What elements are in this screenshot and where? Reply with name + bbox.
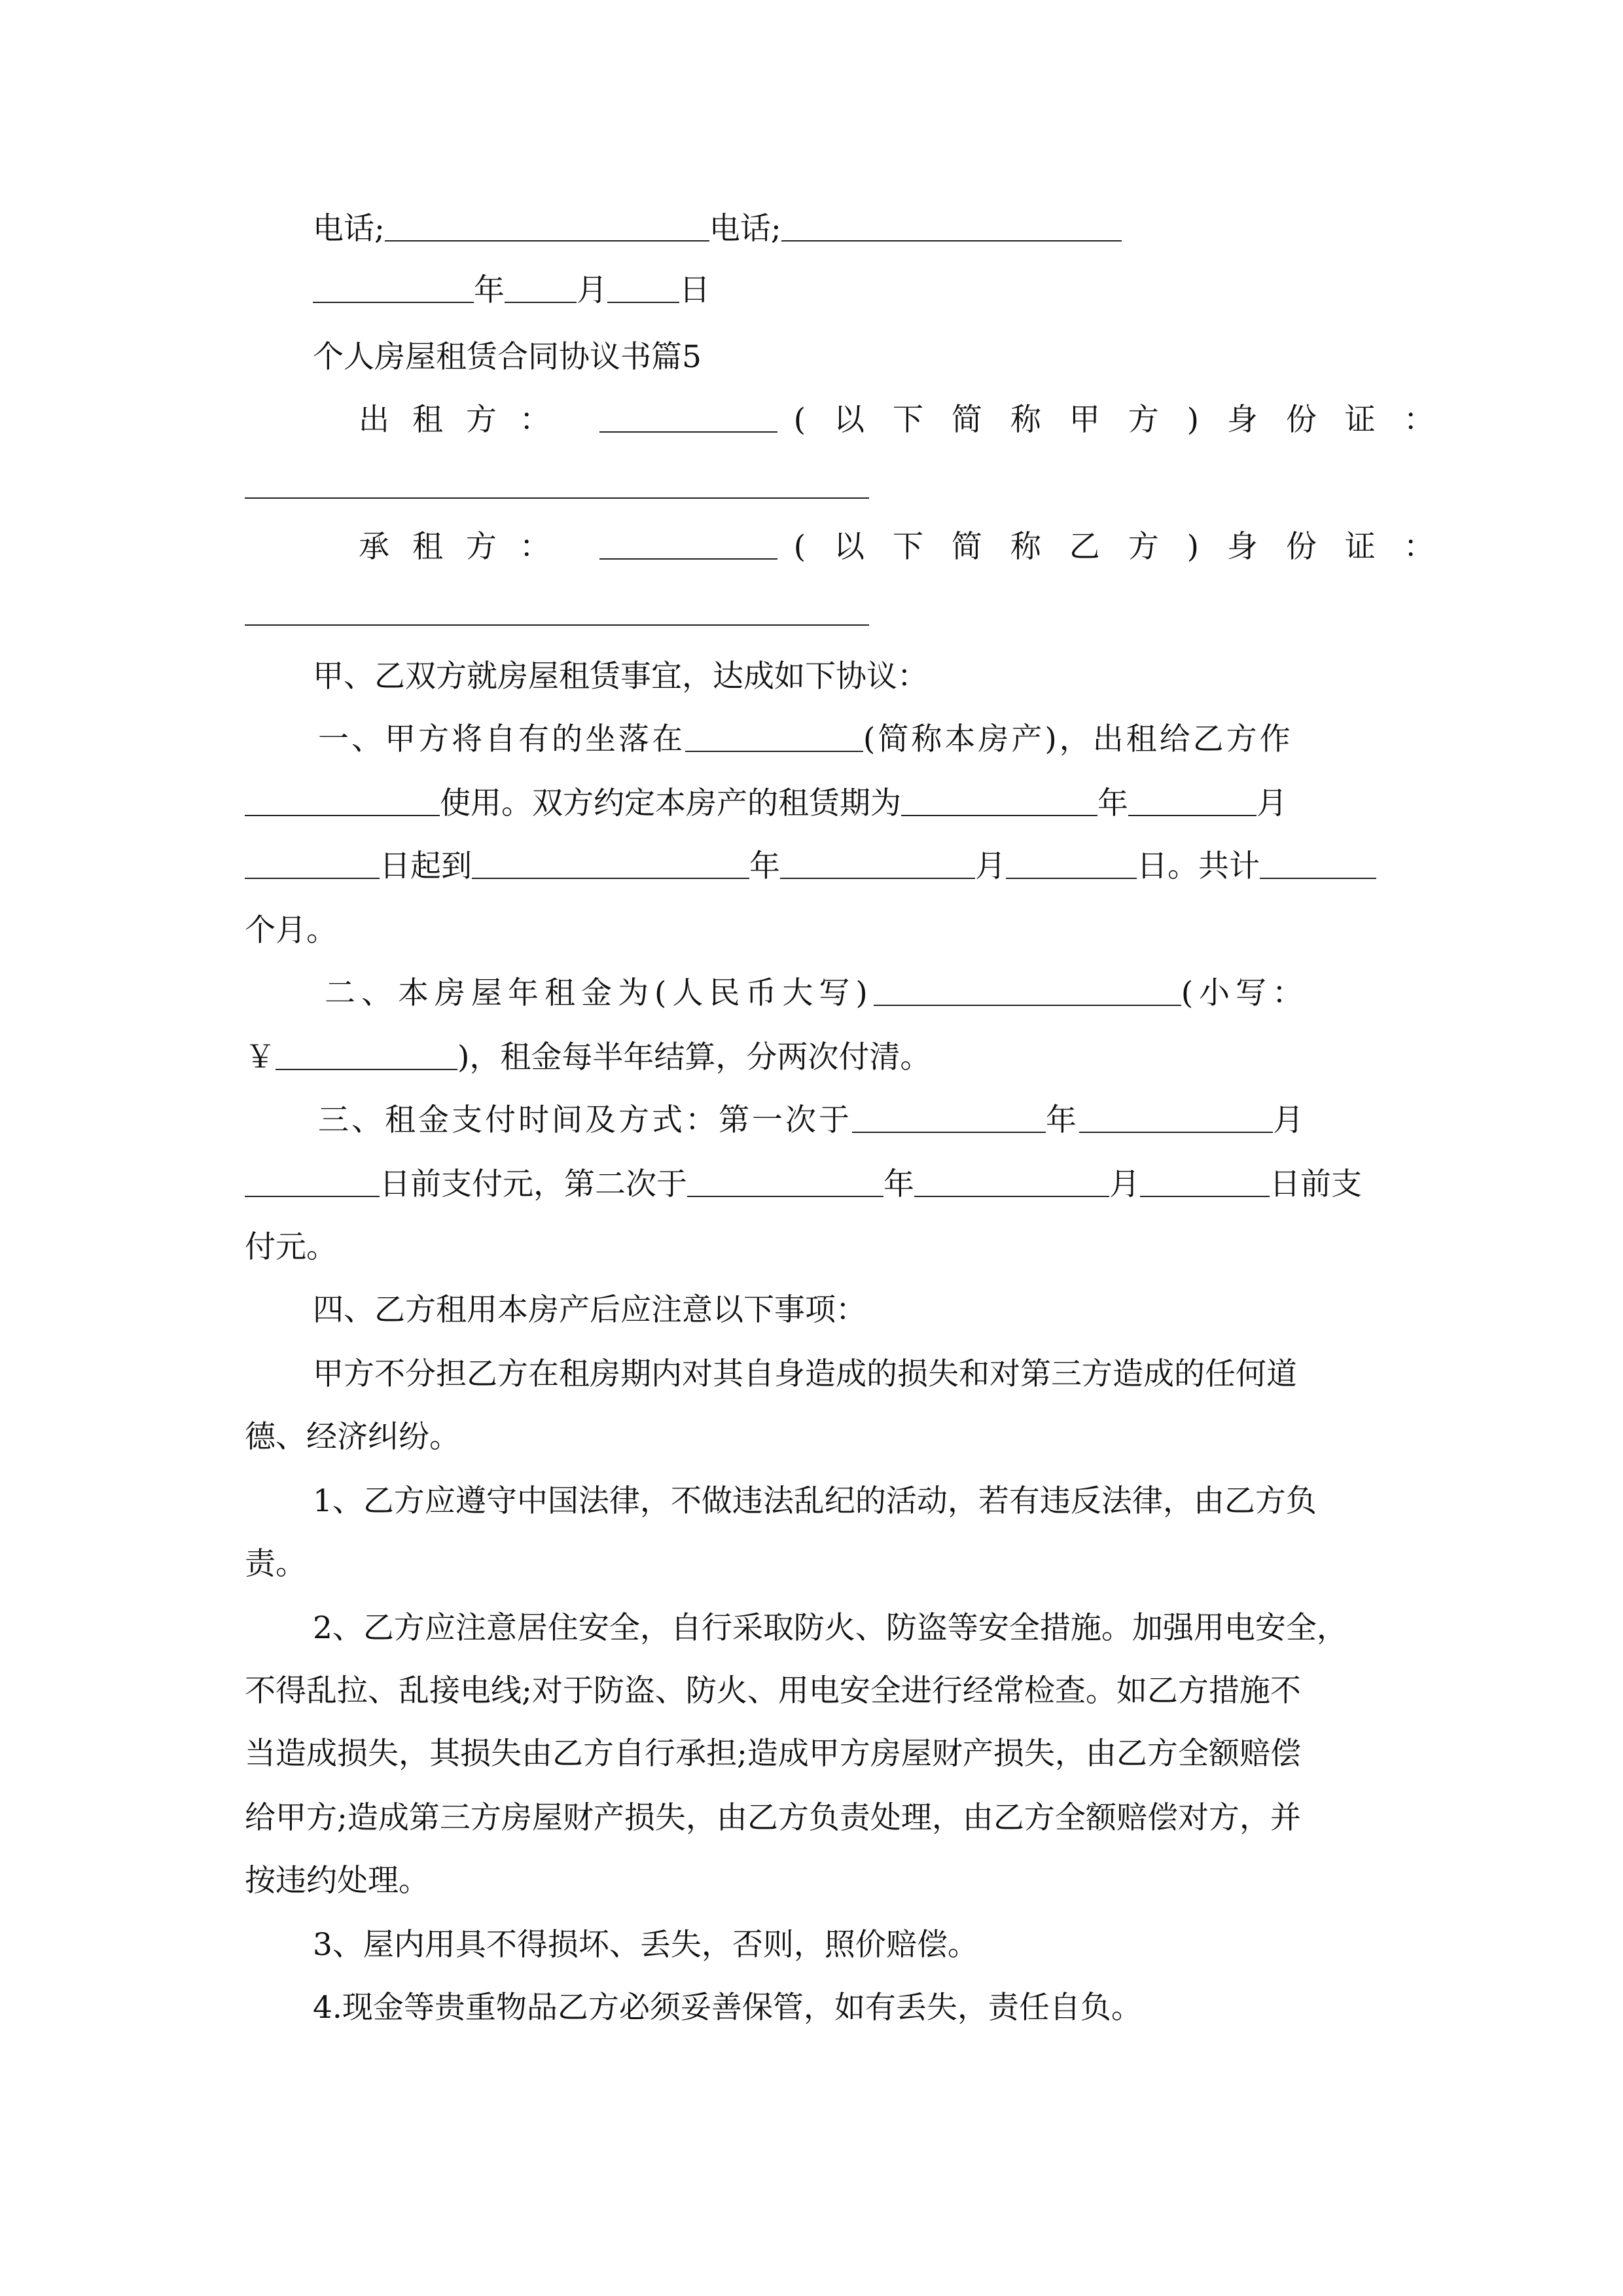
term-start-year-blank[interactable] bbox=[901, 789, 1097, 816]
total-months-blank[interactable] bbox=[1260, 852, 1376, 879]
clause4-item1-line2: 责。 bbox=[245, 1546, 306, 1582]
clause2-text-d: )，租金每半年结算，分两次付清。 bbox=[457, 1039, 931, 1075]
location-blank[interactable] bbox=[685, 725, 863, 752]
lessee-name-blank[interactable] bbox=[599, 532, 777, 560]
clause3-line3: 付元。 bbox=[245, 1229, 337, 1265]
second-payment-day-blank[interactable] bbox=[1140, 1170, 1270, 1197]
lessee-line bbox=[359, 526, 1444, 568]
first-payment-year-blank[interactable] bbox=[852, 1105, 1046, 1133]
clause1-text-a: 一、甲方将自有的坐落在 bbox=[318, 721, 685, 757]
clause3-text-g: 日前支 bbox=[1270, 1166, 1362, 1202]
clause4-p1-line2: 德、经济纠纷。 bbox=[245, 1419, 460, 1455]
clause1-line3 bbox=[245, 846, 1376, 888]
phone-line bbox=[313, 208, 1122, 250]
clause3-second-year-label: 年 bbox=[883, 1166, 914, 1202]
clause1-text-c: 使用。双方约定本房产的租赁期为 bbox=[440, 785, 901, 821]
rent-uppercase-blank[interactable] bbox=[874, 978, 1181, 1006]
date-line bbox=[313, 270, 710, 312]
phone-blank-a[interactable] bbox=[385, 214, 709, 242]
lessor-id-blank[interactable] bbox=[245, 497, 869, 499]
clause1-end-year-label: 年 bbox=[749, 848, 780, 884]
clause1-text-i: 日。共计 bbox=[1137, 848, 1260, 884]
second-payment-month-blank[interactable] bbox=[914, 1170, 1109, 1197]
clause2-text-a: 二、本房屋年租金为(人民币大写) bbox=[325, 975, 874, 1011]
clause1-line1 bbox=[318, 719, 1293, 761]
clause1-year-label: 年 bbox=[1097, 785, 1128, 821]
clause4-item2-line3: 当造成损失，其损失由乙方自行承担;造成甲方房屋财产损失，由乙方全额赔偿 bbox=[245, 1736, 1301, 1772]
second-payment-year-blank[interactable] bbox=[687, 1170, 883, 1197]
clause2-line1 bbox=[325, 973, 1309, 1014]
clause4-heading: 四、乙方租用本房产后应注意以下事项： bbox=[313, 1292, 866, 1328]
clause2-text-b: (小写： bbox=[1181, 975, 1310, 1011]
clause4-p1-line1: 甲方不分担乙方在租房期内对其自身造成的损失和对第三方造成的任何道 bbox=[313, 1356, 1297, 1392]
first-payment-day-blank[interactable] bbox=[245, 1170, 380, 1197]
phone-blank-b[interactable] bbox=[781, 214, 1122, 242]
day-blank[interactable] bbox=[607, 276, 679, 303]
term-start-day-blank[interactable] bbox=[245, 852, 380, 879]
lessee-label: 承 租 方 ： bbox=[359, 529, 557, 565]
lessee-note: ( 以 下 简 称 乙 方 ) 身 份 证 ： bbox=[793, 529, 1444, 565]
clause3-line1 bbox=[318, 1100, 1306, 1141]
clause4-item2-line5: 按违约处理。 bbox=[245, 1863, 429, 1899]
month-label: 月 bbox=[577, 272, 607, 308]
clause1-line2 bbox=[245, 783, 1287, 825]
phone-label-a: 电话; bbox=[313, 211, 385, 247]
yen-symbol: ￥ bbox=[245, 1039, 276, 1075]
rent-lowercase-blank[interactable] bbox=[276, 1043, 457, 1070]
clause3-year-label: 年 bbox=[1046, 1102, 1079, 1138]
clause2-line2 bbox=[245, 1037, 931, 1079]
year-blank[interactable] bbox=[313, 276, 474, 303]
clause3-month-label: 月 bbox=[1273, 1102, 1306, 1138]
lessor-note: ( 以 下 简 称 甲 方 ) 身 份 证 ： bbox=[793, 402, 1444, 438]
lessor-name-blank[interactable] bbox=[599, 405, 777, 433]
intro-paragraph: 甲、乙双方就房屋租赁事宜，达成如下协议： bbox=[313, 658, 928, 694]
clause1-text-b: (简称本房产)，出租给乙方作 bbox=[863, 721, 1293, 757]
clause3-line2 bbox=[245, 1164, 1362, 1206]
clause4-item2-line1: 2、乙方应注意居住安全，自行采取防火、防盗等安全措施。加强用电安全， bbox=[313, 1610, 1347, 1646]
term-end-month-blank[interactable] bbox=[780, 852, 975, 879]
phone-label-b: 电话; bbox=[709, 211, 781, 247]
clause4-item3: 3、屋内用具不得损坏、丢失，否则，照价赔偿。 bbox=[313, 1927, 978, 1963]
term-start-month-blank[interactable] bbox=[1128, 789, 1257, 816]
term-end-year-blank[interactable] bbox=[472, 852, 749, 879]
clause4-item4: 4.现金等贵重物品乙方必须妥善保管，如有丢失，责任自负。 bbox=[313, 1990, 1142, 2026]
year-label: 年 bbox=[474, 272, 505, 308]
clause1-text-f: 日起到 bbox=[380, 848, 472, 884]
clause4-item2-line2: 不得乱拉、乱接电线;对于防盗、防火、用电安全进行经常检查。如乙方措施不 bbox=[245, 1673, 1301, 1709]
lessor-label: 出 租 方 ： bbox=[359, 402, 557, 438]
day-label: 日 bbox=[679, 272, 710, 308]
clause3-second-month-label: 月 bbox=[1109, 1166, 1140, 1202]
first-payment-month-blank[interactable] bbox=[1079, 1105, 1273, 1133]
section-title: 个人房屋租赁合同协议书篇5 bbox=[313, 339, 702, 375]
usage-blank[interactable] bbox=[245, 789, 440, 816]
clause1-month-label: 月 bbox=[1257, 785, 1287, 821]
clause3-text-d: 日前支付元，第二次于 bbox=[380, 1166, 687, 1202]
clause1-line4: 个月。 bbox=[245, 912, 337, 948]
lessee-id-blank[interactable] bbox=[245, 624, 869, 626]
month-blank[interactable] bbox=[505, 276, 577, 303]
clause1-end-month-label: 月 bbox=[975, 848, 1006, 884]
term-end-day-blank[interactable] bbox=[1006, 852, 1137, 879]
clause4-item1-line1: 1、乙方应遵守中国法律，不做违法乱纪的活动，若有违反法律，由乙方负 bbox=[313, 1483, 1317, 1519]
clause3-text-a: 三、租金支付时间及方式：第一次于 bbox=[318, 1102, 852, 1138]
clause4-item2-line4: 给甲方;造成第三方房屋财产损失，由乙方负责处理，由乙方全额赔偿对方，并 bbox=[245, 1800, 1301, 1836]
lessor-line bbox=[359, 399, 1444, 441]
